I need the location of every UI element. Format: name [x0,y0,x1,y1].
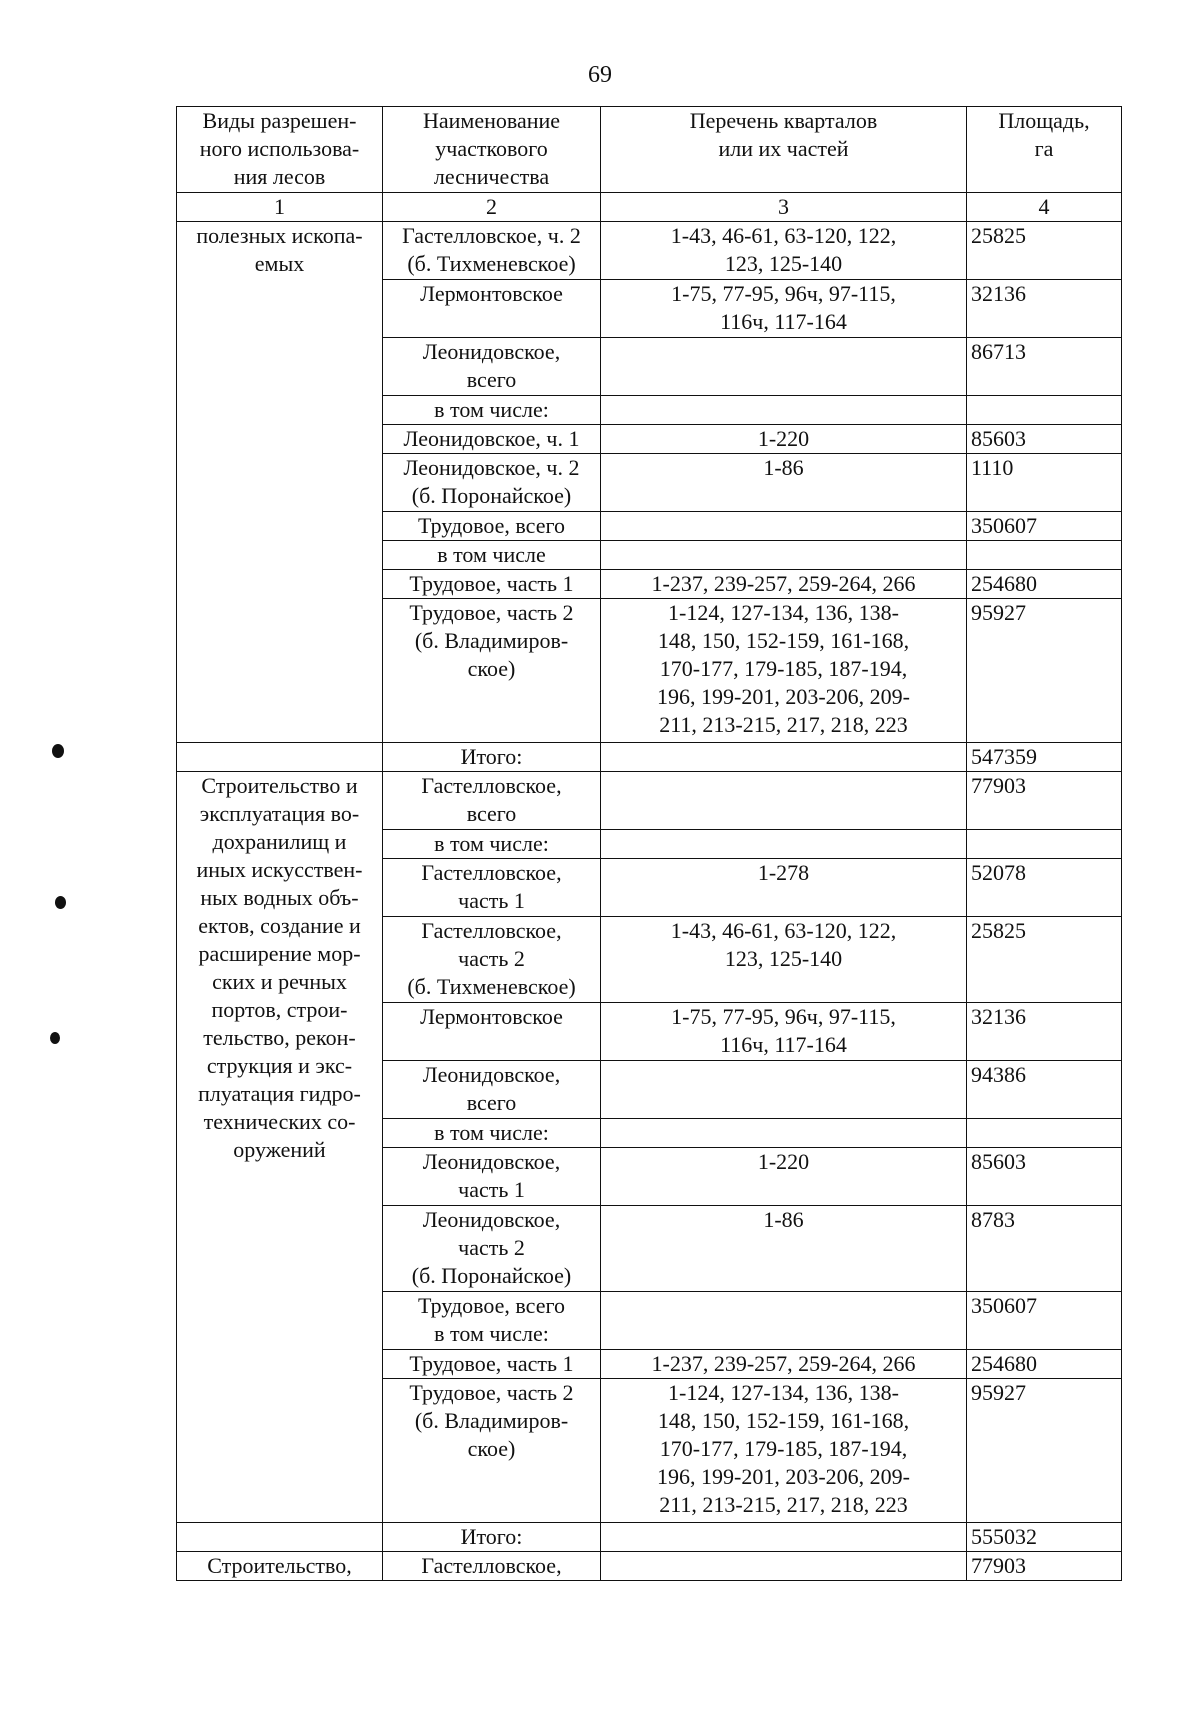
forestry-name-cell: в том числе: [383,830,601,859]
quarters-cell: 1-86 [601,1206,967,1292]
forestry-name-cell: Гастелловское, часть 1 [383,859,601,917]
column-number: 1 [177,193,383,222]
binder-hole-mark [52,744,64,758]
forestry-name-cell: Трудовое, часть 2 (б. Владимиров- ское) [383,599,601,743]
area-cell: 77903 [967,1552,1122,1581]
area-cell: 350607 [967,1292,1122,1350]
area-cell: 86713 [967,338,1122,396]
quarters-cell: 1-43, 46-61, 63-120, 122, 123, 125-140 [601,222,967,280]
page-number: 69 [588,62,612,88]
forestry-name-cell: Леонидовское, ч. 1 [383,425,601,454]
total-empty-cell [177,743,383,772]
forest-use-table [176,106,1122,1581]
column-number-row [177,193,1122,222]
forestry-name-cell: Леонидовское, часть 2 (б. Поронайское) [383,1206,601,1292]
forestry-name-cell: в том числе: [383,396,601,425]
table-row [177,222,1122,280]
quarters-cell [601,830,967,859]
header-row [177,107,1122,193]
area-cell: 350607 [967,512,1122,541]
column-number: 3 [601,193,967,222]
area-cell: 1110 [967,454,1122,512]
area-cell: 8783 [967,1206,1122,1292]
table-row [177,772,1122,830]
quarters-cell [601,1119,967,1148]
total-area: 555032 [967,1523,1122,1552]
forestry-name-cell: Леонидовское, всего [383,338,601,396]
quarters-cell: 1-220 [601,425,967,454]
forestry-name-cell: Гастелловское, ч. 2 (б. Тихменевское) [383,222,601,280]
use-type-construction: Строительство, [177,1552,383,1581]
use-type-mineral-extraction: полезных ископа- емых [177,222,383,743]
area-cell: 95927 [967,1379,1122,1523]
quarters-cell: 1-75, 77-95, 96ч, 97-115, 116ч, 117-164 [601,280,967,338]
area-cell: 32136 [967,1003,1122,1061]
forestry-name-cell: в том числе [383,541,601,570]
quarters-cell: 1-278 [601,859,967,917]
forestry-name-cell: Гастелловское, всего [383,772,601,830]
area-cell: 95927 [967,599,1122,743]
table-row [177,1552,1122,1581]
quarters-cell: 1-75, 77-95, 96ч, 97-115, 116ч, 117-164 [601,1003,967,1061]
forestry-name-cell: Гастелловское, [383,1552,601,1581]
header-area: Площадь, га [967,107,1122,193]
area-cell: 85603 [967,425,1122,454]
forestry-name-cell: Лермонтовское [383,280,601,338]
header-use-type: Виды разрешен- ного использова- ния лесов [177,107,383,193]
forestry-name-cell: Трудовое, часть 1 [383,570,601,599]
area-cell [967,830,1122,859]
total-label: Итого: [383,1523,601,1552]
area-cell: 32136 [967,280,1122,338]
area-cell [967,1119,1122,1148]
quarters-cell: 1-43, 46-61, 63-120, 122, 123, 125-140 [601,917,967,1003]
forestry-name-cell: Леонидовское, всего [383,1061,601,1119]
quarters-cell [601,1061,967,1119]
quarters-cell [601,512,967,541]
area-cell: 85603 [967,1148,1122,1206]
quarters-cell [601,1292,967,1350]
area-cell [967,541,1122,570]
area-cell: 254680 [967,570,1122,599]
forestry-name-cell: в том числе: [383,1119,601,1148]
total-row [177,743,1122,772]
forestry-name-cell: Трудовое, часть 1 [383,1350,601,1379]
binder-hole-mark [50,1032,60,1044]
area-cell: 25825 [967,917,1122,1003]
forestry-name-cell: Леонидовское, часть 1 [383,1148,601,1206]
area-cell: 25825 [967,222,1122,280]
total-empty-cell [601,743,967,772]
quarters-cell: 1-124, 127-134, 136, 138- 148, 150, 152-159, 161-168, 170-177, 179-185, 187-194, 196, 199-201, 203-206, 209- 211, 213-215, 217, 218, 223 [601,599,967,743]
quarters-cell: 1-220 [601,1148,967,1206]
area-cell [967,396,1122,425]
forestry-name-cell: Трудовое, часть 2 (б. Владимиров- ское) [383,1379,601,1523]
quarters-cell [601,772,967,830]
quarters-cell [601,541,967,570]
forestry-name-cell: Гастелловское, часть 2 (б. Тихменевское) [383,917,601,1003]
total-label: Итого: [383,743,601,772]
area-cell: 77903 [967,772,1122,830]
header-quarters-list: Перечень кварталов или их частей [601,107,967,193]
total-row [177,1523,1122,1552]
quarters-cell [601,396,967,425]
area-cell: 94386 [967,1061,1122,1119]
quarters-cell: 1-124, 127-134, 136, 138- 148, 150, 152-159, 161-168, 170-177, 179-185, 187-194, 196, 199-201, 203-206, 209- 211, 213-215, 217, 218, 223 [601,1379,967,1523]
forestry-name-cell: Трудовое, всего в том числе: [383,1292,601,1350]
forestry-name-cell: Лермонтовское [383,1003,601,1061]
total-empty-cell [177,1523,383,1552]
quarters-cell [601,338,967,396]
area-cell: 254680 [967,1350,1122,1379]
area-cell: 52078 [967,859,1122,917]
forestry-name-cell: Леонидовское, ч. 2 (б. Поронайское) [383,454,601,512]
quarters-cell: 1-237, 239-257, 259-264, 266 [601,1350,967,1379]
quarters-cell [601,1552,967,1581]
total-area: 547359 [967,743,1122,772]
header-forestry-name: Наименование участкового лесничества [383,107,601,193]
column-number: 4 [967,193,1122,222]
forestry-name-cell: Трудовое, всего [383,512,601,541]
total-empty-cell [601,1523,967,1552]
binder-hole-mark [55,896,66,909]
use-type-water-construction: Строительство и эксплуатация во- дохранилищ и иных искусствен- ных водных объ- ектов, создание и расширение мор- ских и речных портов, строи- тельство, рекон- струкция и экс- плуатация гидро- технических со- оружений [177,772,383,1523]
column-number: 2 [383,193,601,222]
quarters-cell: 1-237, 239-257, 259-264, 266 [601,570,967,599]
quarters-cell: 1-86 [601,454,967,512]
